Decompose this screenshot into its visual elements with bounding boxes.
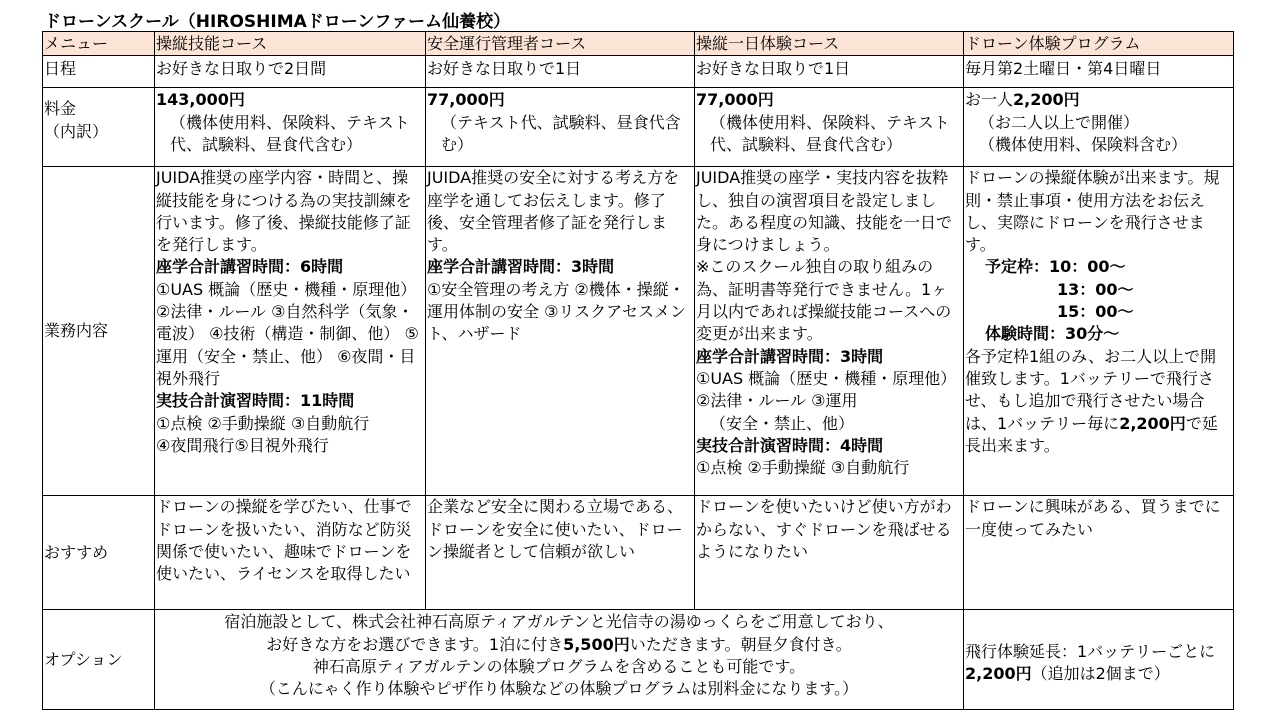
- time-slot: 13：00～: [1057, 279, 1134, 299]
- option-row: [43, 610, 1234, 710]
- practice-hours: 実技合計演習時間：11時間: [156, 391, 355, 411]
- experience-note: [965, 346, 1232, 457]
- lodging-price: 5,500円: [563, 634, 630, 654]
- fee-safety: [426, 88, 695, 167]
- content-safety: [426, 167, 695, 496]
- header-safety-course: 安全運行管理者コース: [426, 32, 695, 56]
- fee-oneday: [695, 88, 964, 167]
- recommend-skill: ドローンの操縦を学びたい、仕事でドローンを扱いたい、消防など防災関係で使いたい、趣味でドローンを使いたい、ライセンスを取得したい: [155, 496, 426, 610]
- content-skill: [155, 167, 426, 496]
- fee-price: 77,000円: [696, 90, 774, 110]
- schedule-row: [43, 56, 1234, 88]
- recommend-experience: ドローンに興味がある、買うまでに一度使ってみたい: [964, 496, 1234, 610]
- fee-detail: （機体使用料、保険料、テキスト代、試験料、昼食代含む）: [170, 112, 410, 154]
- time-slot: 予定枠：10：00～: [985, 257, 1126, 277]
- fee-price: 2,200円: [1013, 90, 1080, 110]
- lecture-hours: 座学合計講習時間：6時間: [156, 257, 344, 277]
- header-oneday-course: 操縦一日体験コース: [695, 32, 964, 56]
- course-table: [42, 31, 1234, 710]
- schedule-skill: お好きな日取りで2日間: [155, 56, 426, 88]
- experience-note-text: 各予定枠1組のみ、お二人以上で開催致します。1バッテリーで飛行させ、もし追加で飛行させたい場合は、1バッテリー毎に: [965, 346, 1217, 433]
- option-text: [156, 634, 962, 656]
- content-oneday: [695, 167, 964, 496]
- content-experience: [964, 167, 1234, 496]
- experience-duration: 体験時間：30分～: [985, 324, 1120, 344]
- option-extension-text: （追加は2個まで）: [1031, 663, 1170, 683]
- header-skill-course: 操縦技能コース: [155, 32, 426, 56]
- option-extension-text: 飛行体験延長：1バッテリーごとに: [965, 641, 1216, 661]
- fee-detail: （テキスト代、試験料、昼食代含む）: [441, 112, 681, 154]
- fee-experience: [964, 88, 1234, 167]
- extension-price: 2,200円: [1119, 413, 1186, 433]
- extension-price: 2,200円: [965, 663, 1032, 683]
- row-label-fee: [43, 88, 155, 167]
- header-row: [43, 32, 1234, 56]
- schedule-safety: お好きな日取りで1日: [426, 56, 695, 88]
- option-text-part: いただきます。朝昼夕食付き。: [629, 634, 852, 654]
- fee-label: 料金: [44, 99, 77, 119]
- lecture-topics: ①安全管理の考え方 ②機体・操縦・運用体制の安全 ③リスクアセスメント、ハザード: [427, 279, 686, 344]
- fee-price: 143,000円: [156, 90, 245, 110]
- option-text-part: お好きな方をお選びできます。1泊に付き: [266, 634, 564, 654]
- practice-topics: ①点検 ②手動操縦 ③自動航行: [696, 458, 910, 478]
- row-label-option: オプション: [43, 610, 155, 710]
- content-intro: JUIDA推奨の座学内容・時間と、操縦技能を身につける為の実技訓練を行います。修了後、操縦技能修了証を発行します。: [156, 168, 412, 255]
- fee-price: 77,000円: [427, 90, 505, 110]
- header-experience-program: ドローン体験プログラム: [964, 32, 1234, 56]
- lecture-topics: （安全・禁止、他）: [710, 413, 855, 433]
- fee-detail: （お二人以上で開催）: [979, 112, 1140, 132]
- time-slot: 15：00～: [1057, 302, 1134, 322]
- option-text: 宿泊施設として、株式会社神石高原ティアガルテンと光信寺の湯ゆっくらをご用意しており、: [224, 612, 894, 632]
- row-label-recommend: おすすめ: [43, 496, 155, 610]
- fee-skill: [155, 88, 426, 167]
- option-text: （こんにゃく作り体験やピザ作り体験などの体験プログラムは別料金になります。）: [259, 679, 859, 699]
- practice-topics: ④夜間飛行⑤目視外飛行: [156, 435, 329, 455]
- page-title: ドローンスクール（HIROSHIMAドローンファーム仙養校）: [44, 12, 511, 32]
- experience-note-text: で延長出来ます。: [965, 413, 1218, 455]
- practice-topics: ①点検 ②手動操縦 ③自動航行: [156, 413, 370, 433]
- fee-detail: （機体使用料、保険料含む）: [979, 134, 1188, 154]
- option-lodging: [155, 610, 964, 710]
- option-extension: [964, 610, 1234, 710]
- content-note: ※このスクール独自の取り組みの為、証明書等発行できません。1ヶ月以内であれば操縦技能コースへの変更が出来ます。: [696, 257, 952, 344]
- row-label-content: 業務内容: [43, 167, 155, 496]
- option-text: 神石高原ティアガルテンの体験プログラムを含めることも可能です。: [312, 656, 806, 676]
- content-intro: JUIDA推奨の安全に対する考え方を座学を通してお伝えします。修了後、安全管理者修了証を発行します。: [427, 168, 680, 255]
- schedule-experience: 毎月第2土曜日・第4日曜日: [964, 56, 1234, 88]
- fee-prefix: お一人: [965, 90, 1014, 110]
- lecture-hours: 座学合計講習時間：3時間: [696, 346, 884, 366]
- lecture-topics: ①UAS 概論（歴史・機種・原理他） ②法律・ルール ③自然科学（気象・電波） ④技術（構造・制御、他） ⑤運用（安全・禁止、他） ⑥夜間・目視外飛行: [156, 279, 419, 388]
- schedule-oneday: お好きな日取りで1日: [695, 56, 964, 88]
- recommend-oneday: ドローンを使いたいけど使い方がわからない、すぐドローンを飛ばせるようになりたい: [695, 496, 964, 610]
- lecture-hours: 座学合計講習時間：3時間: [427, 257, 615, 277]
- header-menu: メニュー: [43, 32, 155, 56]
- recommend-safety: 企業など安全に関わる立場である、ドローンを安全に使いたい、ドローン操縦者として信頼が欲しい: [426, 496, 695, 610]
- content-intro: ドローンの操縦体験が出来ます。規則・禁止事項・使用方法をお伝えし、実際にドローンを飛行させます。: [965, 168, 1220, 255]
- recommend-row: [43, 496, 1234, 610]
- fee-detail: （機体使用料、保険料、テキスト代、試験料、昼食代含む）: [710, 112, 950, 154]
- practice-hours: 実技合計演習時間：4時間: [696, 435, 884, 455]
- fee-breakdown-label: （内訳）: [44, 121, 109, 141]
- fee-row: [43, 88, 1234, 167]
- fee-price-line: [965, 89, 1232, 111]
- row-label-schedule: 日程: [43, 56, 155, 88]
- content-intro: JUIDA推奨の座学・実技内容を抜粋し、独自の演習項目を設定しました。ある程度の知識、技能を一日で身につけましょう。: [696, 168, 953, 255]
- content-row: [43, 167, 1234, 496]
- lecture-topics: ①UAS 概論（歴史・機種・原理他） ②法律・ルール ③運用: [696, 368, 957, 411]
